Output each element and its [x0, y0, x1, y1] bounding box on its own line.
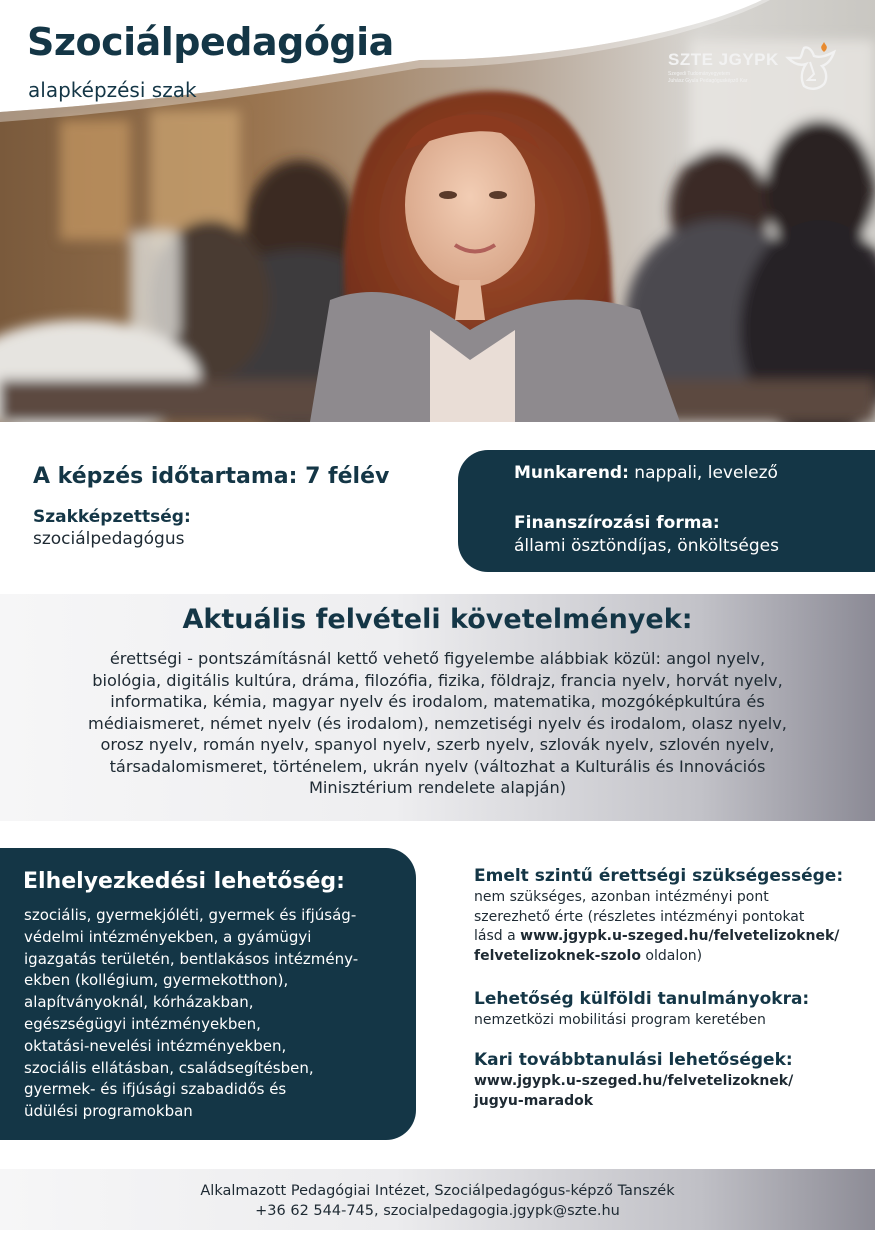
requirements-line: informatika, kémia, magyar nyelv és irodalom, matematika, mozgóképkultúra és — [110, 692, 765, 711]
employment-line: egészségügyi intézményekben, — [24, 1014, 261, 1033]
requirements-line: médiaismeret, német nyelv (és irodalom), nemzetiségi nyelv és irodalom, olasz nyelv, — [88, 713, 787, 733]
employment-line: ekben (kollégium, gyermekotthon), — [24, 971, 289, 990]
advanced-exam-suffix: oldalon) — [640, 947, 703, 964]
employment-box — [0, 848, 416, 1140]
page-subtitle: alapképzési szak — [28, 78, 197, 102]
requirements-line: biológia, digitális kultúra, dráma, filozófia, fizika, földrajz, francia nyelv, horvát nyelv, — [92, 670, 783, 690]
hero-banner — [0, 0, 875, 422]
requirements-title: Aktuális felvételi követelmények: — [182, 604, 693, 635]
requirements-line: Minisztérium rendelete alapján) — [308, 778, 567, 797]
footer — [0, 1169, 875, 1230]
requirements-line: orosz nyelv, román nyelv, spanyol nyelv, szerb nyelv, szlovák nyelv, szlovén nyelv, — [100, 735, 775, 754]
advanced-exam-line — [474, 927, 864, 947]
admissions-link-cont[interactable]: felvetelizoknek-szolo — [474, 947, 641, 964]
employment-line: oktatási-nevelési intézményekben, — [24, 1036, 287, 1055]
footer-department: Alkalmazott Pedagógiai Intézet, Szociálpedagógus-képző Tanszék — [200, 1183, 675, 1199]
employment-line: alapítványoknál, kórházakban, — [24, 993, 254, 1012]
logo-name: SZTE JGYPK — [668, 50, 779, 69]
work-schedule-label: Munkarend: — [514, 463, 629, 483]
admissions-link[interactable]: www.jgypk.u-szeged.hu/felvetelizoknek/ — [520, 928, 840, 944]
further-studies-links — [474, 1072, 864, 1111]
further-studies-title: Kari továbbtanulási lehetőségek: — [474, 1050, 793, 1070]
advanced-exam-line: szerezhető érte (részletes intézményi pontokat — [474, 908, 805, 925]
requirements-text — [40, 648, 835, 799]
requirements-line: érettségi - pontszámításnál kettő vehető figyelembe alábbiak közül: angol nyelv, — [109, 649, 766, 668]
footer-contact[interactable]: +36 62 544-745, szocialpedagogia.jgypk@szte.hu — [255, 1203, 620, 1219]
page-title: Szociálpedagógia — [27, 20, 394, 64]
further-studies-link-cont[interactable]: jugyu-maradok — [474, 1092, 594, 1109]
advanced-exam-line — [474, 947, 864, 967]
logo-university: Szegedi Tudományegyetem — [668, 71, 730, 77]
study-abroad-text: nemzetközi mobilitási program keretében — [474, 1012, 766, 1028]
employment-line: szociális, gyermekjóléti, gyermek és ifjúság- — [24, 906, 357, 924]
advanced-exam-line: nem szükséges, azonban intézményi pont — [474, 889, 769, 905]
employment-line: gyermek- és ifjúsági szabadidős és — [24, 1080, 287, 1099]
eagle-emblem-icon — [780, 40, 838, 96]
advanced-exam-title: Emelt szintű érettségi szükségessége: — [474, 866, 844, 886]
funding-label: Finanszírozási forma: — [514, 513, 720, 533]
logo-faculty: Juhász Gyula Pedagógusképző Kar — [668, 78, 748, 84]
employment-line: üdülési programokban — [24, 1102, 193, 1121]
study-abroad-title: Lehetőség külföldi tanulmányokra: — [474, 989, 810, 1009]
employment-line: védelmi intézményekben, a gyámügyi — [24, 927, 312, 946]
schedule-funding-box — [458, 450, 875, 572]
program-duration: A képzés időtartama: 7 félév — [33, 464, 390, 489]
szte-jgypk-logo — [668, 40, 838, 100]
advanced-exam-text — [474, 888, 864, 966]
funding-value: állami ösztöndíjas, önköltséges — [514, 536, 779, 556]
qualification-value: szociálpedagógus — [33, 529, 185, 549]
employment-text — [24, 905, 394, 1123]
work-schedule-value: nappali, levelező — [634, 463, 778, 483]
admission-requirements-section — [0, 594, 875, 821]
employment-line: szociális ellátásban, családsegítésben, — [24, 1058, 314, 1077]
employment-line: igazgatás területén, bentlakásos intézmény- — [24, 949, 359, 968]
employment-title: Elhelyezkedési lehetőség: — [23, 869, 345, 894]
advanced-exam-prefix: lásd a — [474, 928, 521, 944]
work-schedule — [514, 463, 778, 483]
qualification-label: Szakképzettség: — [33, 507, 191, 527]
requirements-line: társadalomismeret, történelem, ukrán nyelv (változhat a Kulturális és Innovációs — [109, 756, 766, 776]
further-studies-link[interactable]: www.jgypk.u-szeged.hu/felvetelizoknek/ — [474, 1073, 794, 1089]
